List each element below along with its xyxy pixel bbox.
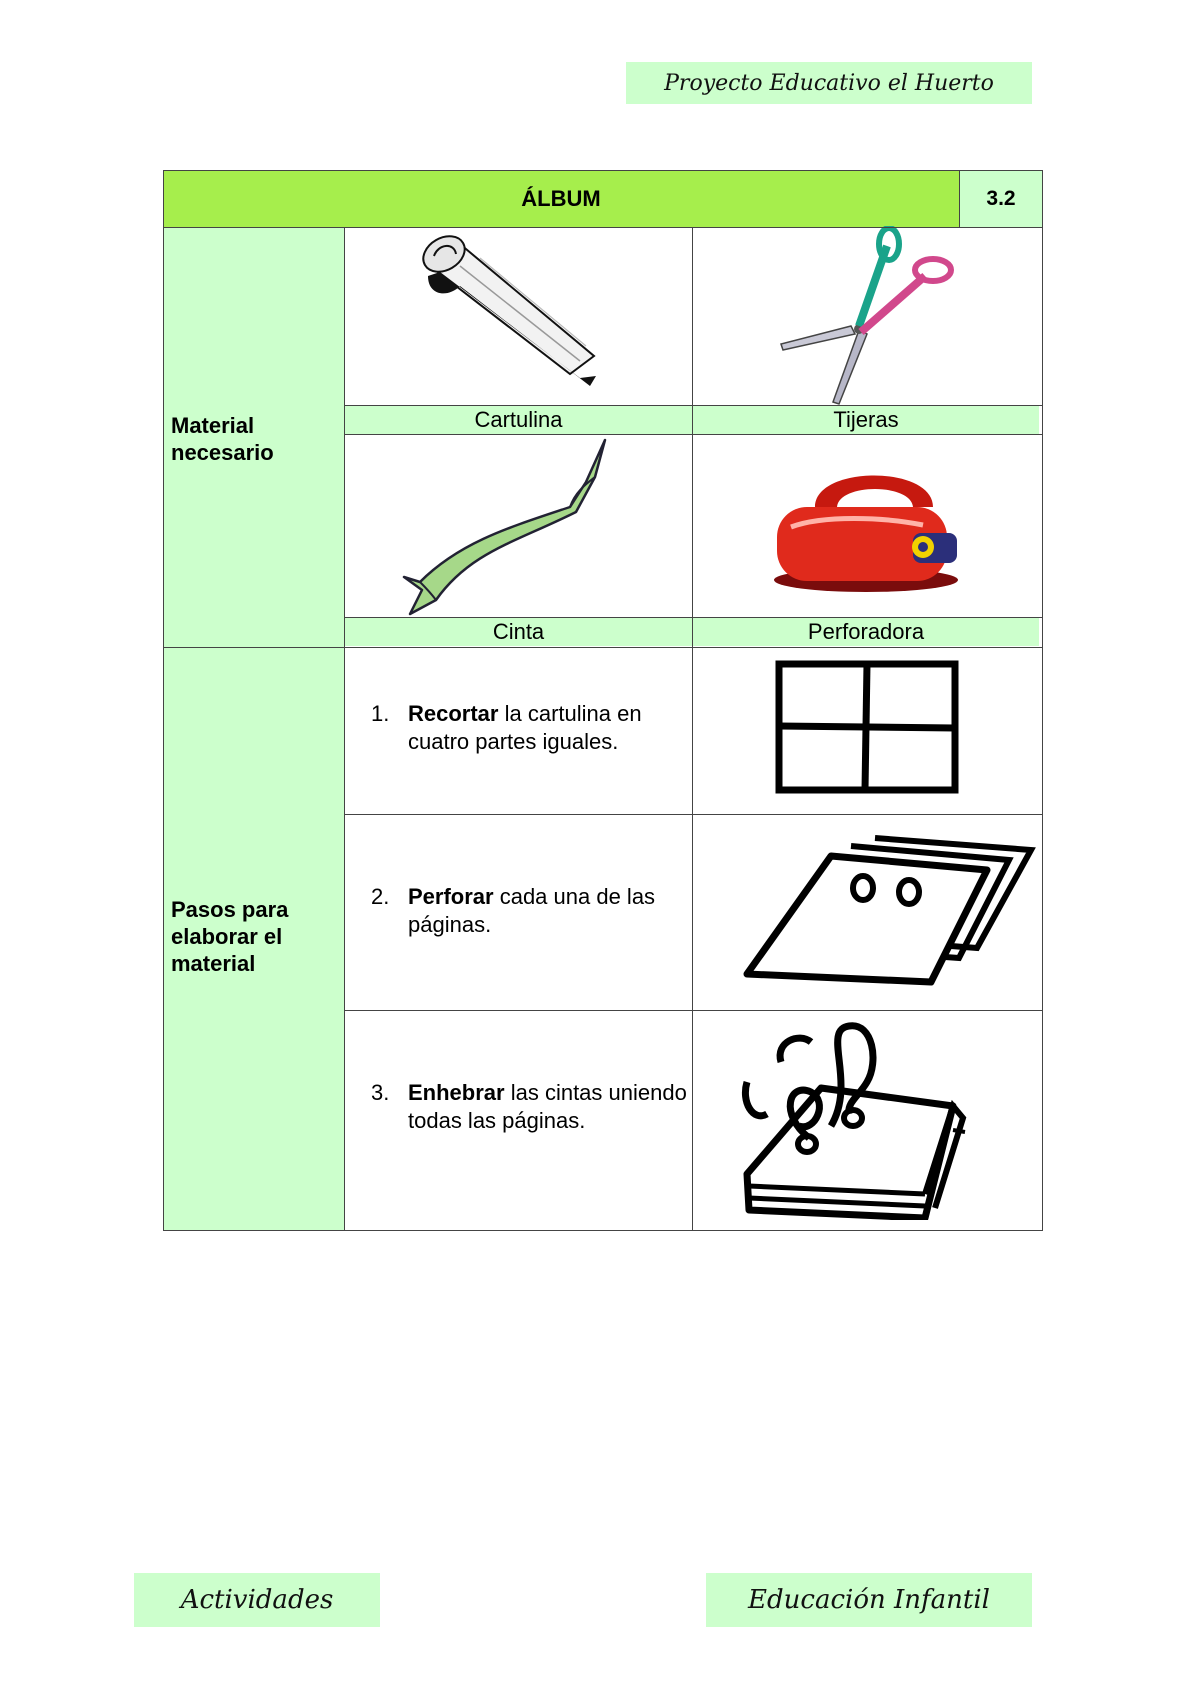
step-1-verb: Recortar xyxy=(408,701,499,726)
materials-label: Material necesario xyxy=(171,413,274,465)
footer-right-text: Educación Infantil xyxy=(748,1585,990,1615)
bound-album-icon xyxy=(739,1022,985,1220)
caption-cartulina: Cartulina xyxy=(345,406,692,434)
step-2-verb: Perforar xyxy=(408,884,494,909)
steps-label: Pasos para elaborar el material xyxy=(171,897,289,976)
step-2-text: cada una de las páginas. xyxy=(408,884,656,937)
card-title: ÁLBUM xyxy=(163,170,959,227)
caption-cinta: Cinta xyxy=(345,618,692,646)
materials-label-cell xyxy=(163,227,344,647)
hole-punch-icon xyxy=(763,455,969,595)
caption-perforadora: Perforadora xyxy=(693,618,1039,646)
steps-label-cell xyxy=(163,647,344,1230)
step-3-text: las cintas uniendo todas las páginas. xyxy=(408,1080,687,1133)
four-squares-icon xyxy=(773,658,963,798)
scissors-icon xyxy=(775,226,965,406)
rolled-paper-icon xyxy=(420,226,620,406)
project-title: Proyecto Educativo el Huerto xyxy=(664,70,994,96)
footer-activities-tag xyxy=(134,1573,380,1627)
project-header-tag xyxy=(626,62,1032,104)
ribbon-icon xyxy=(400,432,640,616)
step-3-verb: Enhebrar xyxy=(408,1080,505,1105)
step-1-text: la cartulina en cuatro partes iguales. xyxy=(408,701,642,754)
step-3-number: 3. xyxy=(371,1080,390,1105)
step-1-number: 1. xyxy=(371,701,390,726)
footer-left-text: Actividades xyxy=(180,1585,334,1615)
card-number: 3.2 xyxy=(959,170,1043,227)
step-2-number: 2. xyxy=(371,884,390,909)
punched-pages-icon xyxy=(741,830,1037,988)
album-card xyxy=(163,170,1043,1230)
footer-education-tag xyxy=(706,1573,1032,1627)
caption-tijeras: Tijeras xyxy=(693,406,1039,434)
